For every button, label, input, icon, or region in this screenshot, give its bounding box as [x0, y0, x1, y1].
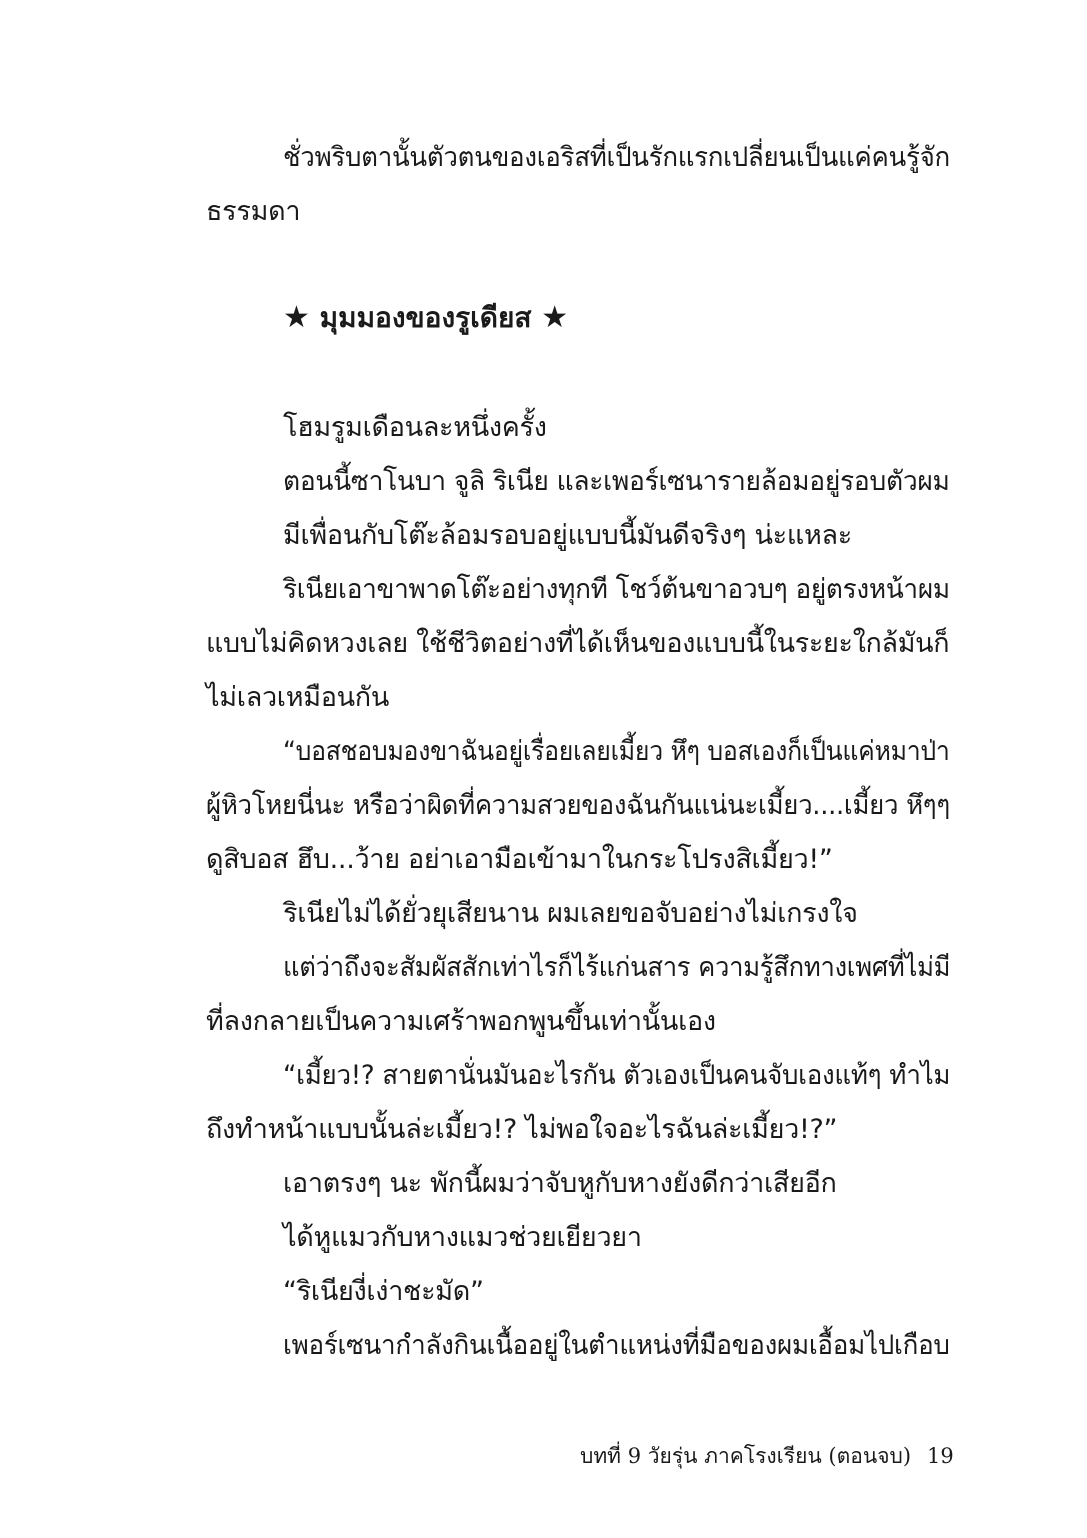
paragraph-line: “บอสชอบมองขาฉันอยู่เรื่อยเลยเมี้ยว หึๆ บอสเองก็เป็นแค่หมาป่า: [283, 736, 950, 767]
paragraph-line: ตอนนี้ซาโนบา จูลิ ริเนีย และเพอร์เซนารายล้อมอยู่รอบตัวผม: [283, 466, 950, 497]
paragraph-line: ธรรมดา: [206, 196, 301, 227]
section-heading-text: มุมมองของรูเดียส: [319, 301, 532, 334]
running-footer-chapter: บทที่ 9 วัยรุ่น ภาคโรงเรียน (ตอนจบ): [580, 1444, 912, 1468]
paragraph-line: ถึงทำหน้าแบบนั้นล่ะเมี้ยว!? ไม่พอใจอะไรฉันล่ะเมี้ยว!?”: [206, 1114, 838, 1145]
paragraph-line: แบบไม่คิดหวงเลย ใช้ชีวิตอย่างที่ได้เห็นของแบบนี้ในระยะใกล้มันก็: [206, 628, 950, 659]
paragraph-line: ที่ลงกลายเป็นความเศร้าพอกพูนขึ้นเท่านั้นเอง: [206, 1006, 716, 1037]
star-icon: ★: [283, 300, 310, 335]
paragraph-line: แต่ว่าถึงจะสัมผัสสักเท่าไรก็ไร้แก่นสาร ความรู้สึกทางเพศที่ไม่มี: [283, 952, 951, 983]
paragraph-line: มีเพื่อนกับโต๊ะล้อมรอบอยู่แบบนี้มันดีจริงๆ น่ะแหละ: [283, 520, 852, 551]
paragraph-line: ดูสิบอส ฮึบ...ว้าย อย่าเอามือเข้ามาในกระโปรงสิเมี้ยว!”: [206, 844, 833, 875]
paragraph-line: เอาตรงๆ นะ พักนี้ผมว่าจับหูกับหางยังดีกว่าเสียอีก: [283, 1168, 837, 1199]
paragraph-line: ได้หูแมวกับหางแมวช่วยเยียวยา: [283, 1222, 642, 1253]
section-heading: [283, 298, 568, 338]
paragraph-line: ไม่เลวเหมือนกัน: [206, 682, 390, 713]
paragraph-line: ชั่วพริบตานั้นตัวตนของเอริสที่เป็นรักแรกเปลี่ยนเป็นแค่คนรู้จัก: [283, 142, 950, 173]
star-icon: ★: [541, 300, 569, 335]
paragraph-line: “ริเนียงี่เง่าชะมัด”: [283, 1276, 484, 1307]
paragraph-line: “เมี้ยว!? สายตานั่นมันอะไรกัน ตัวเองเป็นคนจับเองแท้ๆ ทำไม: [283, 1060, 951, 1091]
paragraph-line: ผู้หิวโหยนี่นะ หรือว่าผิดที่ความสวยของฉันกันแน่นะเมี้ยว....เมี้ยว หึๆๆ: [206, 790, 950, 821]
paragraph-line: ริเนียไม่ได้ยั่วยุเสียนาน ผมเลยขอจับอย่างไม่เกรงใจ: [283, 898, 858, 929]
paragraph-line: โฮมรูมเดือนละหนึ่งครั้ง: [283, 412, 547, 443]
page-number: 19: [927, 1444, 954, 1468]
paragraph-line: เพอร์เซนากำลังกินเนื้ออยู่ในตำแหน่งที่มือของผมเอื้อมไปเกือบ: [283, 1330, 950, 1361]
paragraph-line: ริเนียเอาขาพาดโต๊ะอย่างทุกที โชว์ต้นขาอวบๆ อยู่ตรงหน้าผม: [283, 574, 950, 605]
